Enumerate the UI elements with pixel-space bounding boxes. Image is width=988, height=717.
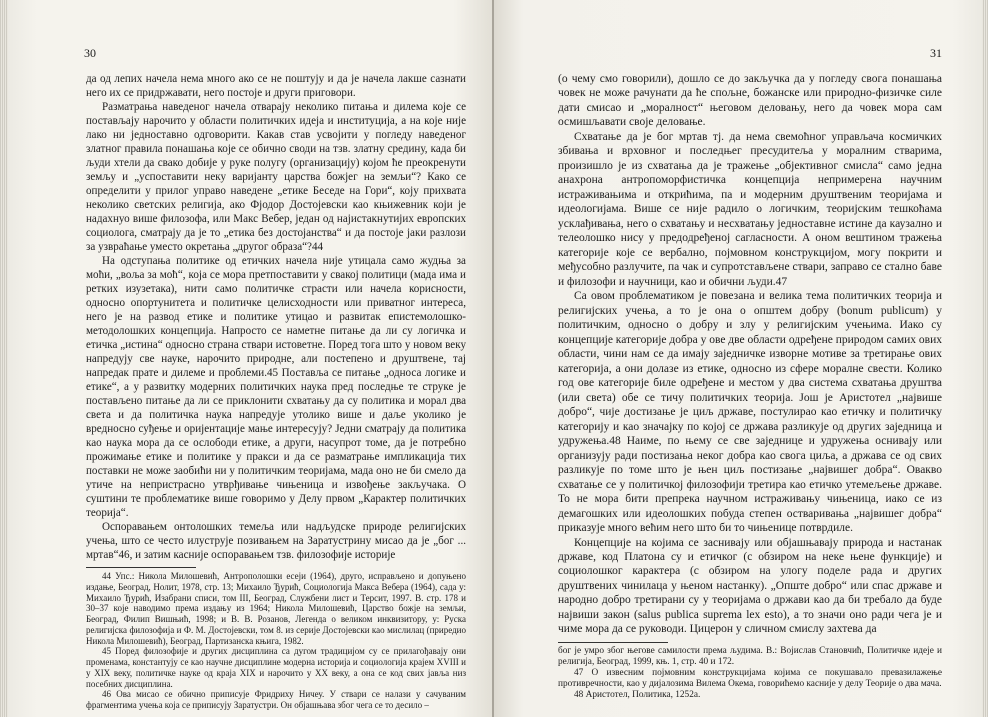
left-paragraph-4: Оспоравањем онтолошких темеља или надљудске природе религијских учења, што се често илуструје позивањем на Заратустрину мисао да је „бог ... мртав“46, и затим касније оспоравањем тзв. филозофије историје xyxy=(86,521,466,561)
left-page-body xyxy=(86,72,466,711)
page-number-left: 30 xyxy=(84,46,96,60)
right-paragraph-4: Концепције на којима се заснивају или објашњавају природа и настанак државе, код Платона су и етичког (с обзиром на неке њене функције) и социолошког карактера (с обзиром на улогу поделе рада и других друштвених чинилаца у њеном настанку). „Опште добро“ или спас државе и народно добро третирани су у теоријама о држави као да би требало да буде највиши закон (salus publica suprema lex esto), а то значи оно ради чега је и чиме мора да се руководи. Цицерон у сличном смислу захтева да xyxy=(558,536,942,636)
right-page-body xyxy=(558,72,942,701)
footnote-rule-left xyxy=(86,567,196,568)
right-page xyxy=(494,0,982,717)
left-paragraph-1: да од лепих начела нема много ако се не поштују и да је начела лакше сазнати него их се придржавати, него постоје и други приговори. xyxy=(86,73,466,99)
page-number-right: 31 xyxy=(930,46,942,60)
footnote-47: 47 О извесним појмовним конструкцијама којима се покушавало превазилажење противречности, као у дијалозима Вилема Окема, говорићемо касније у делу Теорије о два мача. xyxy=(558,668,942,690)
footnote-45: 45 Поред филозофије и других дисциплина са дугом традицијом су се прилагођавају они променама, константују се као научне дисциплине модерна историја и социологија крајем XVIII и у XIX веку, политичке науке од краја XIX и нарочито у XX веку, а она се код свих јавља низ посебних дисциплина. xyxy=(86,646,466,689)
left-page xyxy=(8,0,492,717)
page-edge-left xyxy=(0,0,8,717)
page-edge-right xyxy=(982,0,988,717)
left-paragraph-3: На одступања политике од етичких начела није утицала само жудња за моћи, „воља за моћ“, која се мора претпоставити у свакој политици (мада има и ретких изузетака), нити само политичке страсти или начела корисности, односно опортунитета и политичке целисходности или приватног интереса, него је на развод етике и политике утицао и развитак епистемолошко-методолошких концепција. Напросто се наметне питање да ли су логичка и етичка „истина“ односно страна ствари истоветне. Поред тога што у новом веку напредују све науке, нарочито природне, али постепено и друштвене, тај напредак прате и дилеме и проблеми.45 Постављa се питање „односа логике и етике“, а у развитку модерних политичких наука пред последње те струке је постављено питање да ли се приклонити схватању да су политика и морал два света и да политичка наука напредује утолико више и даље уколико је вредносно суђење и оријентације мање интересују? Једни сматрају да политика као наука мора да се ослободи етике, а други, насупрот томе, да је потребно прожимање етике и политике у пракси и да се разматрање импликација тих поставки не може заобићи ни у политичким теоријама, мада оно не би смело да утиче на непристрасно утврђивање чињеница и извођење закључака. О суштини те проблематике више говоримо у Делу првом „Карактер политичких теорија“. xyxy=(86,255,466,519)
footnote-46: 46 Ова мисао се обично приписује Фридриху Ничеу. У ствари се налази у сачуваним фрагментима учења која се приписују Заратустри. Он објашњава због чега се то десило – xyxy=(86,689,466,710)
footnote-48: 48 Аристотел, Политика, 1252а. xyxy=(574,690,701,701)
right-paragraph-3: Са овом проблематиком је повезана и велика тема политичких теорија и религијских учења, а то је она о општем добру (bonum publicum) у политичким, односно о добру и злу у религијским учењима. Иако су концепције категорије добра у ове две области одређене природом самих ових области, чини нам се да имају заједничке изворне мотиве за третирање ових категорија, а они долазе из етике, односно из сфере моралне свести. Колико год ове категорије биле одређене и местом у два система схватања друштва (или света) обе се тичу политичких теорија. Још је Аристотел „највише добро“, чије достизање је циљ државе, постулирао као етичку и политичку категорију и као значајку по којој се држава разликује од других заједница и удружења.48 Наиме, по њему се све заједнице и удружења оснивају или организују ради постизања неког добра као свога циља, а држава се од свих разликује по томе што је њен циљ постизање „највишег добра“. Овакво схватање се у политичкој филозофији третира као етичко утемељење државе. То не мора бити препрека научном истраживању чињеница, иако се из демагошких или идеолошких побуда степен остваривања „највишег добра“ приказује много већим него што би то чињенице потврдиле. xyxy=(558,290,942,535)
left-paragraph-2: Разматрања наведеног начела отварају неколико питања и дилема које се постављају нарочито у области политичких идеја и институција, а на које није лако ни једноставно одговорити. Какав став усвојити у погледу наведеног златног правила понашања које се обично своди на тзв. златну средину, када би људи хтели да свако добије у руке полугу (организацију) којом ће преокренути земљу и „успоставити неку варијанту царства божјег на земљи“? Како се определити у прилог управо наведене „етике Беседе на Гори“, коју прихвата неколико светских религија, ако Фјодор Достојевски као књижевник који је надахнуо више филозофа, или Макс Вебер, један од најистакнутијих европских социолога, сматрају да је то „етика без достојанства“ и да постоје јаки разлози за узвраћање уместо окретања „другог образа“?44 xyxy=(86,101,466,253)
right-paragraph-2: Схватање да је бог мртав тј. да нема свемоћног управљача космичких збивања и врховног и последњег пресудитеља у моралним стварима, произишло је из схватања да је тражење „објективног смисла“ само једна анахрона антропоморфистичка концепција непримерена научним истраживањима и открићима, па и модерним друштвеним теоријама и идеологијама. Више се није радило о логичким, теоријским тешкоћама усклађивања, него о схватању и несхватању једноставне истине да каузално и телеолошко нису у предодређеној сагласности. А оном вештином тражења категорије које се вербално, појмовном конструкцијом, могу покрити и међусобно разлучите, па чак и супротстављене ствари, заправо се стално баве и филозофи и научници, као и обични људи.47 xyxy=(558,130,942,288)
footnote-rule-right xyxy=(558,642,668,643)
right-paragraph-1: (о чему смо говорили), дошло се до закључка да у погледу свога понашања човек не може рачунати да ће спољне, божанске или природно-физичке силе дати смисао и „моралност“ његовом деловању, него да човек мора сам осмишљавати своје деловање. xyxy=(558,73,942,129)
footnote-46-continued: бог је умро због његове самилости према људима. В.: Војислав Становчић, Политичке идеје и религија, Београд, 1999, књ. 1, стр. 40 и 172. xyxy=(558,645,942,667)
footnote-44: 44 Упс.: Никола Милошевић, Антрополошки есеји (1964), друго, исправљено и допуњено издање, Београд, Нолит, 1978, стр. 13; Михаило Ђурић, Социологија Макса Вебера (1964), сада у: Михаило Ђурић, Изабрани списи, том III, Београд, Службени лист и Терсит, 1997. В. стр. 178 и 30–37 које наводимо према издању из 1964; Никола Милошевић, Царство божје на земљи, Београд, Филип Вишњић, 1998; и В. В. Розанов, Легенда о великом инквизитору, у: Руска религијска филозофија и Ф. М. Достојевски, том 8. из серије Достојевски као мислилац (приредио Никола Милошевић), Београд, Партизанска књига, 1982. xyxy=(86,571,466,646)
